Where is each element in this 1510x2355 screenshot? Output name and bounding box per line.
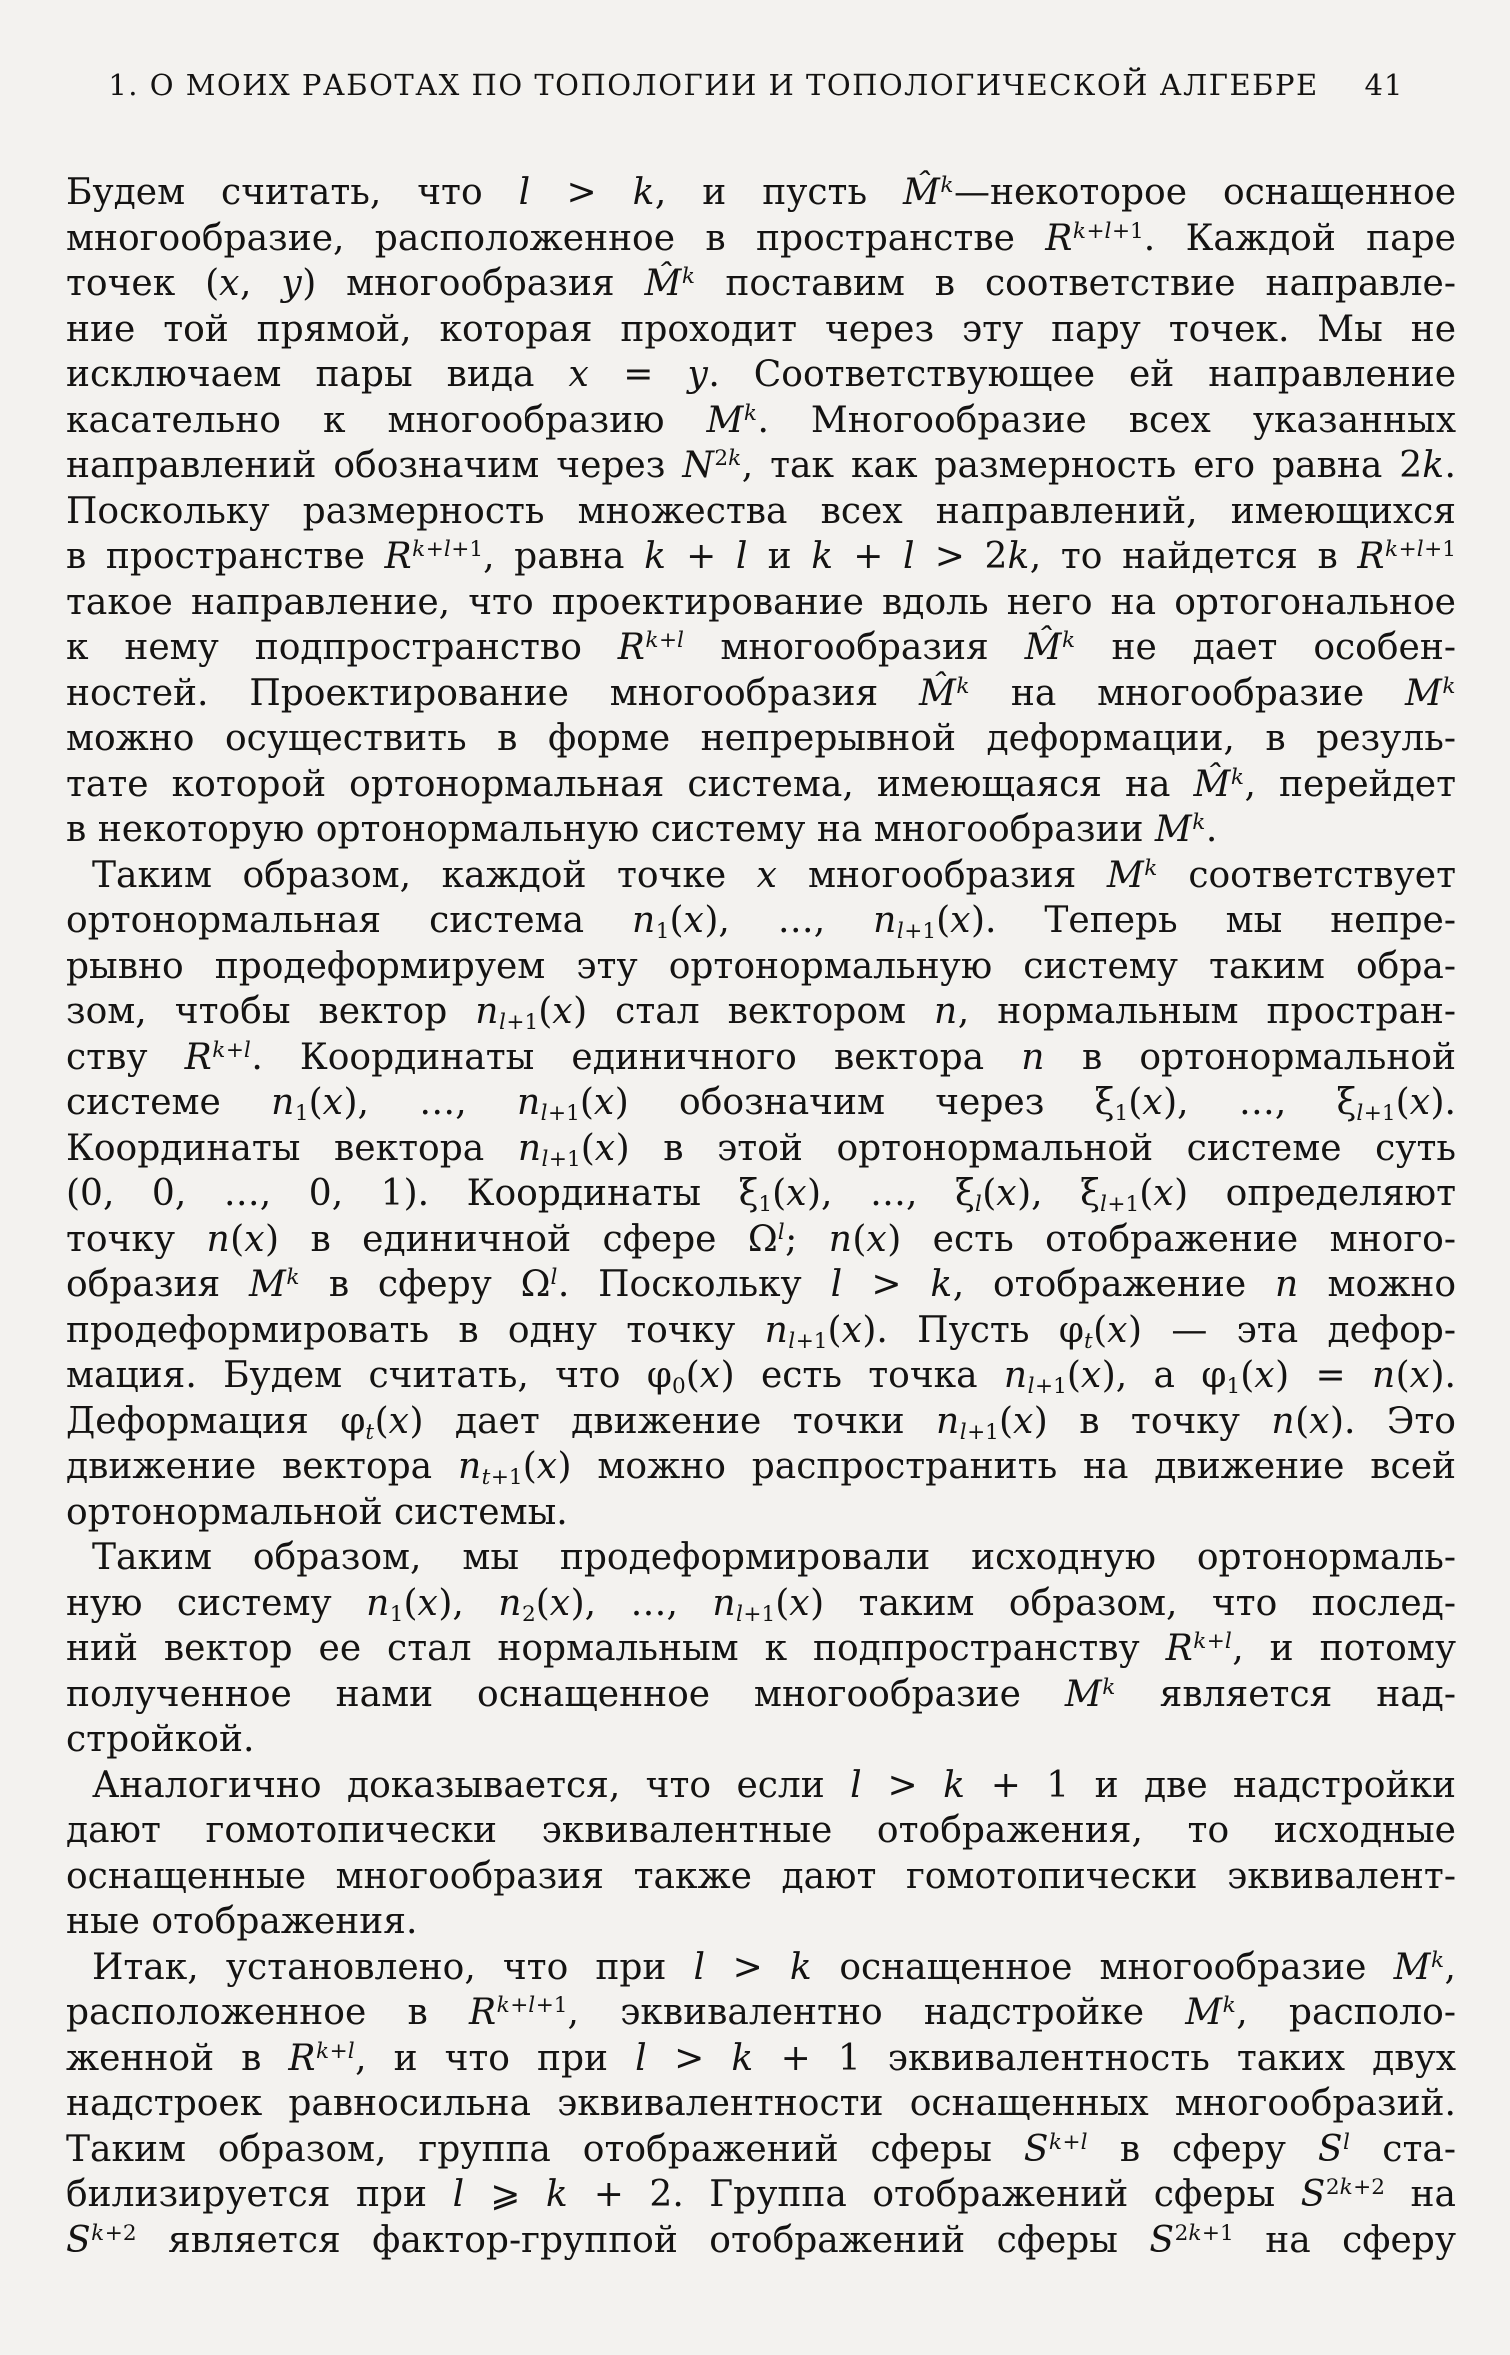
text-line: Поскольку размерность множества всех направлений, имеющихся: [66, 490, 1456, 532]
text-line: Деформация $\varphi_t(x)$ дает движение точки $n_{l+1}(x)$ в точку n(x). Это: [66, 1400, 1456, 1445]
text-line: расположенное в $R^{k+l+1}$, эквивалентно надстройке $M^k$, располо-: [66, 1992, 1456, 2033]
text-line: точек (x, y) многообразия M̂$^k$ поставим в соответствие направле-: [66, 263, 1457, 304]
text-line: многообразие, расположенное в пространстве $R^{k+l+1}$. Каждой паре: [66, 217, 1456, 259]
text-line: образия $M^k$ в сферу $\Omega^l$. Поскольку l > k, отображение n можно: [66, 1264, 1456, 1305]
text-line: ную систему $n_1(x)$, $n_2(x)$, …, $n_{l+1}(x)$ таким образом, что послед-: [66, 1582, 1456, 1627]
text-line: зом, чтобы вектор $n_{l+1}(x)$ стал вектором n, нормальным простран-: [66, 991, 1456, 1036]
text-line: Будем считать, что l > k, и пусть M̂$^k$—некоторое оснащенное: [66, 172, 1456, 213]
text-line: надстроек равносильна эквивалентности оснащенных многообразий.: [66, 2083, 1456, 2124]
running-head-title: 1. О МОИХ РАБОТАХ ПО ТОПОЛОГИИ И ТОПОЛОГИЧЕСКОЙ АЛГЕБРЕ: [108, 68, 1319, 102]
text-line: исключаем пары вида x = y. Соответствующее ей направление: [66, 354, 1456, 395]
text-line: касательно к многообразию $M^k$. Многообразие всех указанных: [66, 399, 1456, 441]
text-line: женной в $R^{k+l}$, и что при l > k + 1 эквивалентность таких двух: [66, 2037, 1457, 2079]
text-line: мация. Будем считать, что $\varphi_0(x)$ есть точка $n_{l+1}(x)$, а $\varphi_1(x) = n(x)$.: [66, 1355, 1456, 1400]
text-line: Итак, установлено, что при l > k оснащенное многообразие $M^k$,: [92, 1946, 1456, 1988]
page-body: [66, 170, 1456, 2263]
text-line: движение вектора $n_{t+1}(x)$ можно распространить на движение всей: [66, 1446, 1456, 1491]
text-line: полученное нами оснащенное многообразие $M^k$ является над-: [66, 1673, 1457, 1715]
text-line: ные отображения.: [66, 1901, 418, 1942]
text-line: рывно продеформируем эту ортонормальную систему таким обра-: [66, 945, 1456, 987]
text-line: в пространстве $R^{k+l+1}$, равна k + l и k + l > 2k, то найдется в $R^{k+l+1}$: [66, 536, 1456, 577]
text-line: ортонормальной системы.: [66, 1491, 568, 1533]
text-line: ству $R^{k+l}$. Координаты единичного вектора n в ортонормальной: [66, 1036, 1456, 1078]
text-line: ний вектор ее стал нормальным к подпространству $R^{k+l}$, и потому: [66, 1628, 1457, 1669]
text-line: ние той прямой, которая проходит через эту пару точек. Мы не: [66, 308, 1456, 350]
text-line: (0, 0, …, 0, 1). Координаты $\xi_1(x)$, …, $\xi_l(x)$, $\xi_{l+1}(x)$ определяют: [66, 1173, 1456, 1218]
text-line: к нему подпространство $R^{k+l}$ многообразия M̂$^k$ не дает особен-: [66, 627, 1456, 668]
text-line: Таким образом, мы продеформировали исходную ортонормаль-: [92, 1537, 1456, 1578]
text-line: можно осуществить в форме непрерывной деформации, в резуль-: [66, 718, 1456, 759]
text-line: билизируется при l ⩾ k + 2. Группа отображений сферы $S^{2k+2}$ на: [66, 2174, 1456, 2215]
text-line: Таким образом, каждой точке x многообразия $M^k$ соответствует: [92, 854, 1456, 896]
text-line: оснащенные многообразия также дают гомотопически эквивалент-: [66, 1855, 1456, 1897]
text-line: в некоторую ортонормальную систему на многообразии $M^k$.: [66, 809, 1218, 850]
text-line: ортонормальная система $n_1(x)$, …, $n_{l+1}(x)$. Теперь мы непре-: [66, 900, 1456, 945]
page-header: [66, 68, 1456, 104]
text-line: системе $n_1(x)$, …, $n_{l+1}(x)$ обозначим через $\xi_1(x)$, …, $\xi_{l+1}(x)$.: [66, 1082, 1456, 1127]
text-line: Координаты вектора $n_{l+1}(x)$ в этой ортонормальной системе суть: [66, 1127, 1456, 1172]
text-line: продеформировать в одну точку $n_{l+1}(x)$. Пусть $\varphi_t(x)$ — эта дефор-: [66, 1309, 1456, 1354]
text-line: ностей. Проектирование многообразия M̂$^k$ на многообразие $M^k$: [66, 672, 1456, 714]
text-line: направлений обозначим через $N^{2k}$, так как размерность его равна 2k.: [66, 445, 1456, 486]
page-number: 41: [1364, 68, 1404, 102]
text-line: Аналогично доказывается, что если l > k + 1 и две надстройки: [92, 1764, 1456, 1806]
text-line: $S^{k+2}$ является фактор-группой отображений сферы $S^{2k+1}$ на сферу: [66, 2219, 1456, 2261]
text-line: Таким образом, группа отображений сферы $S^{k+l}$ в сферу $S^l$ ста-: [66, 2128, 1456, 2170]
text-line: стройкой.: [66, 1719, 255, 1760]
text-line: тате которой ортонормальная система, имеющаяся на M̂$^k$, перейдет: [66, 763, 1456, 805]
text-line: дают гомотопически эквивалентные отображения, то исходные: [66, 1810, 1456, 1851]
text-line: точку n(x) в единичной сфере $\Omega^l$; n(x) есть отображение много-: [66, 1218, 1457, 1260]
text-line: такое направление, что проектирование вдоль него на ортогональное: [66, 581, 1456, 623]
